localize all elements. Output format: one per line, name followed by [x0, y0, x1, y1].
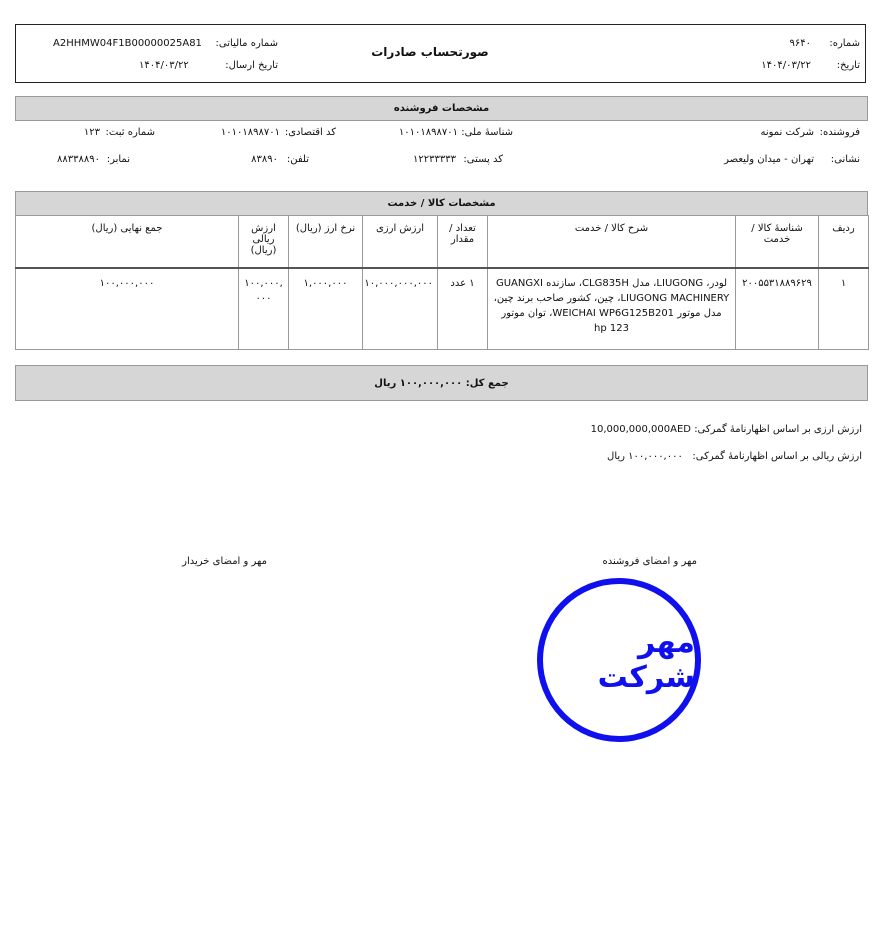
economic-code-label: کد اقتصادی:	[284, 127, 336, 138]
tax-id-label: شماره مالیاتی:	[215, 38, 278, 49]
grand-total: ۱۰۰,۰۰۰,۰۰۰ ریال	[374, 377, 463, 389]
table-header-row	[16, 216, 869, 268]
col-code: شناسهٔ کالا / خدمت	[736, 216, 819, 268]
col-row: ردیف	[819, 216, 869, 268]
seller-name: شرکت نمونه	[760, 127, 814, 138]
tax-id: A2HHMW04F1B00000025A81	[53, 38, 202, 49]
col-description: شرح کالا / خدمت	[488, 216, 736, 268]
customs-currency-value-label: ارزش ارزی بر اساس اظهارنامهٔ گمرکی:	[694, 424, 862, 435]
customs-currency-value: 10,000,000,000AED	[590, 424, 691, 435]
seller-name-label: فروشنده:	[819, 127, 860, 138]
seller-section-title: مشخصات فروشنده	[15, 96, 868, 121]
invoice-date-label: تاریخ:	[836, 60, 860, 71]
col-final-total: جمع نهایی (ریال)	[16, 216, 239, 268]
cell-description: لودر، LIUGONG، مدل CLG835H، سازنده GUANGXI LIUGONG MACHINERY، چین، کشور صاحب برند چین، مدل موتور WEICHAI WP6G125B201، توان موتور 123 hp	[488, 268, 736, 350]
company-stamp	[537, 578, 701, 742]
economic-code: ۱۰۱۰۱۸۹۸۷۰۱	[220, 127, 280, 138]
phone-label: تلفن:	[286, 154, 309, 165]
cell-row: ۱	[819, 268, 869, 350]
invoice-date: ۱۴۰۴/۰۳/۲۲	[761, 60, 811, 71]
postal-code-label: کد پستی:	[463, 154, 503, 165]
reg-number: ۱۲۳	[83, 127, 100, 138]
page-title: صورتحساب صادرات	[371, 45, 489, 59]
national-id: ۱۰۱۰۱۸۹۸۷۰۱	[398, 127, 458, 138]
grand-total-bar	[15, 365, 868, 401]
invoice-number: ۹۶۴۰	[789, 38, 811, 49]
seller-signature-label: مهر و امضای فروشنده	[602, 556, 697, 567]
address: تهران - میدان ولیعصر	[724, 154, 814, 165]
customs-rial-value-line	[607, 451, 862, 462]
cell-rial-value: ۱۰۰,۰۰۰,۰۰۰	[239, 268, 289, 350]
send-date-label: تاریخ ارسال:	[225, 60, 278, 71]
col-rial-value: ارزش ریالی (ریال)	[239, 216, 289, 268]
items-table	[15, 215, 869, 350]
fax: ۸۸۳۳۸۸۹۰	[57, 154, 100, 165]
buyer-signature-label: مهر و امضای خریدار	[182, 556, 267, 567]
cell-quantity: ۱ عدد	[438, 268, 488, 350]
cell-final-total: ۱۰۰,۰۰۰,۰۰۰	[16, 268, 239, 350]
reg-number-label: شماره ثبت:	[105, 127, 155, 138]
address-label: نشانی:	[830, 154, 860, 165]
invoice-number-label: شماره:	[829, 38, 860, 49]
customs-currency-value-line	[591, 424, 862, 435]
col-quantity: تعداد / مقدار	[438, 216, 488, 268]
col-exchange-rate: نرخ ارز (ریال)	[289, 216, 363, 268]
postal-code: ۱۲۲۳۳۳۳۳	[413, 154, 456, 165]
cell-currency-value: ۱۰,۰۰۰,۰۰۰,۰۰۰	[363, 268, 438, 350]
customs-rial-value-label: ارزش ریالی بر اساس اظهارنامهٔ گمرکی:	[692, 451, 862, 462]
table-row	[16, 268, 869, 350]
phone: ۸۳۸۹۰	[251, 154, 278, 165]
grand-total-label: جمع کل:	[465, 377, 509, 389]
company-stamp-text: مهر شرکت	[597, 625, 695, 695]
items-section-title: مشخصات کالا / خدمت	[15, 191, 868, 216]
customs-rial-value: ۱۰۰,۰۰۰,۰۰۰ ریال	[607, 451, 683, 462]
col-currency-value: ارزش ارزی	[363, 216, 438, 268]
cell-exchange-rate: ۱,۰۰۰,۰۰۰	[289, 268, 363, 350]
cell-code: ۲۰۰۵۵۳۱۸۸۹۶۲۹	[736, 268, 819, 350]
fax-label: نمابر:	[106, 154, 130, 165]
send-date: ۱۴۰۴/۰۳/۲۲	[139, 60, 189, 71]
national-id-label: شناسهٔ ملی:	[461, 127, 513, 138]
